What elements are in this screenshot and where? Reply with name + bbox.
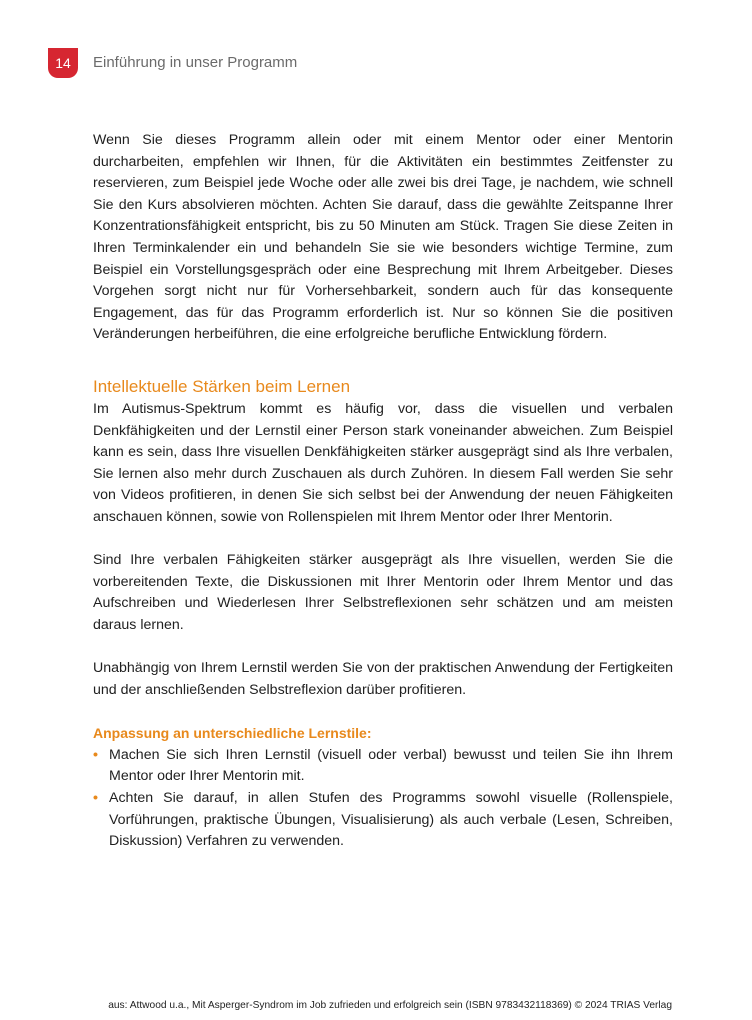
source-footer: aus: Attwood u.a., Mit Asperger-Syndrom im Job zufrieden und erfolgreich sein (ISBN 9783432118369) © 2024 TRIAS Verlag	[108, 1000, 672, 1011]
page-content	[93, 130, 673, 853]
learning-style-list	[93, 745, 673, 853]
list-item	[93, 788, 673, 853]
list-heading: Anpassung an unterschiedliche Lernstile:	[93, 725, 372, 742]
list-item-text: Achten Sie darauf, in allen Stufen des Programms sowohl visuelle (Rollenspiele, Vorführungen, praktische Übungen, Visualisierung) als auch verbale (Lesen, Schreiben, Diskussion) Verfahren zu verwenden.	[109, 790, 673, 850]
page-number: 14	[55, 55, 71, 71]
paragraph-verbal-skills: Sind Ihre verbalen Fähigkeiten stärker ausgeprägt als Ihre visuellen, werden Sie die vorbereitenden Texte, die Diskussionen mit Ihrer Mentorin oder Ihrem Mentor und das Aufschreiben und Wiederlesen Ihrer Selbstreflexionen sehr schätzen und am meisten daraus lernen.	[93, 552, 673, 633]
list-item-text: Machen Sie sich Ihren Lernstil (visuell oder verbal) bewusst und teilen Sie ihn Ihrem Mentor oder Ihrer Mentorin mit.	[109, 746, 673, 785]
bullet-icon: •	[93, 746, 98, 763]
paragraph-learning-styles: Im Autismus-Spektrum kommt es häufig vor, dass die visuellen und verbalen Denkfähigkeiten und der Lernstil einer Person stark voneinander abweichen. Zum Beispiel kann es sein, dass Ihre visuellen Denkfähigkeiten stärker ausgeprägt sind als Ihre verbalen, Sie lernen also mehr durch Zuschauen als durch Zuhören. In diesem Fall werden Sie sehr von Videos profitieren, in denen Sie sich selbst bei der Anwendung der neuen Fähigkeiten anschauen können, sowie von Rollenspielen mit Ihrem Mentor oder Ihrer Mentorin.	[93, 400, 673, 525]
bullet-icon: •	[93, 790, 98, 807]
paragraph-practical-application: Unabhängig von Ihrem Lernstil werden Sie von der praktischen Anwendung der Fertigkeiten und der anschließenden Selbstreflexion darüber profitieren.	[93, 660, 673, 698]
paragraph-intro: Wenn Sie dieses Programm allein oder mit einem Mentor oder einer Mentorin durcharbeiten, empfehlen wir Ihnen, für die Aktivitäten ein bestimmtes Zeitfenster zu reservieren, zum Beispiel jede Woche oder alle zwei bis drei Tage, je nachdem, wie schnell Sie den Kurs absolvieren möchten. Achten Sie darauf, dass die gewählte Zeitspanne Ihrer Konzentrationsfähigkeit entspricht, bis zu 50 Minuten am Stück. Tragen Sie diese Zeiten in Ihren Terminkalender ein und behandeln Sie sie wie besonders wichtige Termine, zum Beispiel ein Vorstellungsgespräch oder eine Besprechung mit Ihrem Arbeitgeber. Dieses Vorgehen sorgt nicht nur für Vorhersehbarkeit, sondern auch für das konsequente Engagement, das für das Programm erforderlich ist. Nur so können Sie die positiven Veränderungen herbeiführen, die eine erfolgreiche berufliche Entwicklung fördern.	[93, 132, 673, 343]
running-title: Einführung in unser Programm	[93, 54, 298, 71]
section-heading: Intellektuelle Stärken beim Lernen	[93, 376, 351, 396]
list-item	[93, 745, 673, 788]
page-number-badge	[48, 48, 78, 78]
